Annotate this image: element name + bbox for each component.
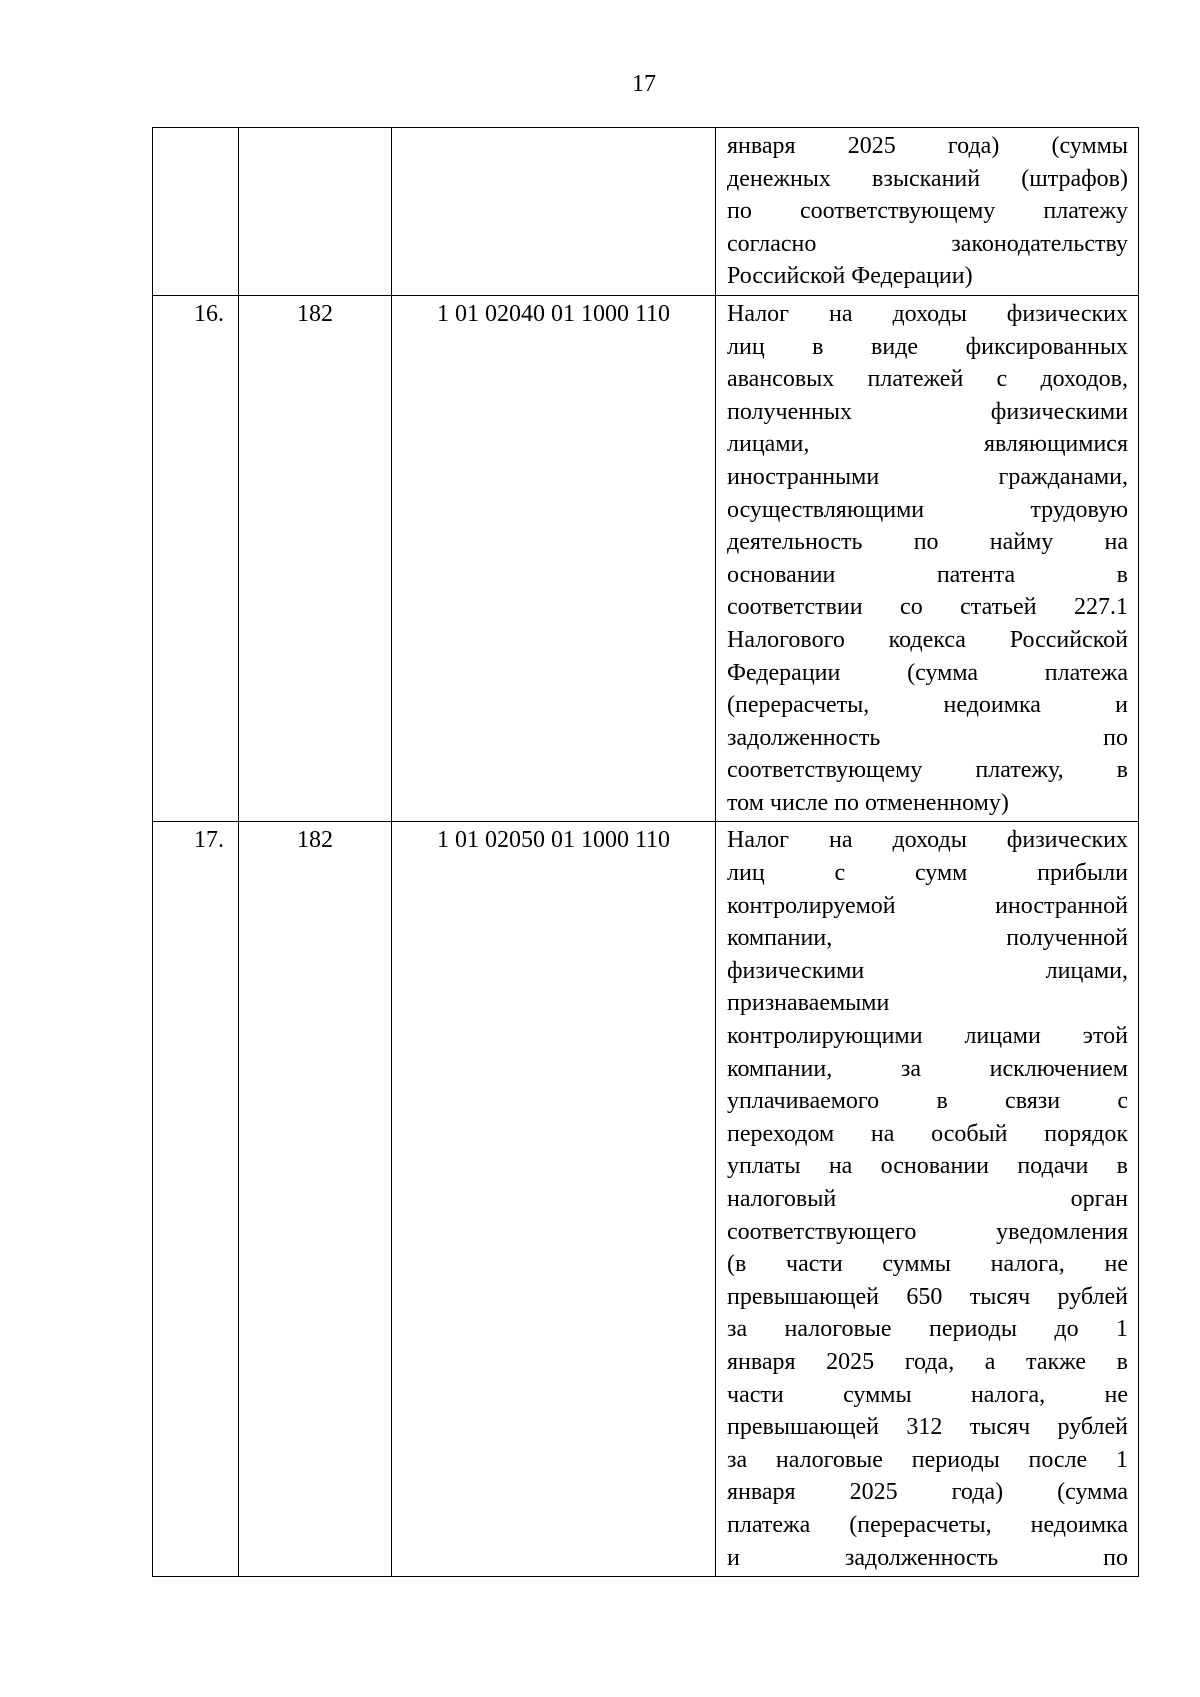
text-line: лицами, являющимися (727, 431, 1128, 458)
text-line: том числе по отмененному) (727, 789, 1009, 816)
table-row (153, 822, 1139, 1577)
text-line: переходом на особый порядок (727, 1120, 1128, 1147)
text-line: налоговый орган (727, 1186, 1128, 1212)
text-line: компании, полученной (727, 925, 1128, 952)
table-row (153, 128, 1139, 296)
text-line: задолженность по (727, 724, 1128, 751)
text-line: января 2025 года) (сумма (727, 1479, 1128, 1506)
text-line: по соответствующему платежу (727, 198, 1128, 225)
text-line: Налогового кодекса Российской (727, 626, 1128, 653)
text-line: части суммы налога, не (727, 1381, 1128, 1408)
text-line: платежа (перерасчеты, недоимка (727, 1511, 1128, 1538)
text-line: соответствующему платежу, в (727, 757, 1128, 784)
budget-classification-code-cell (392, 128, 716, 296)
text-line: денежных взысканий (штрафов) (727, 165, 1128, 192)
text-line: превышающей 312 тысяч рублей (727, 1414, 1128, 1441)
administrator-code-cell: 182 (239, 822, 392, 1577)
revenue-codes-table (152, 127, 1139, 1577)
row-number-cell: 17. (153, 822, 239, 1577)
text-line: лиц с сумм прибыли (727, 860, 1128, 887)
row-number-cell: 16. (153, 295, 239, 822)
text-line: лиц в виде фиксированных (727, 333, 1128, 360)
page-number: 17 (632, 71, 656, 97)
text-line: иностранными гражданами, (727, 463, 1128, 490)
table-row (153, 295, 1139, 822)
text-line: за налоговые периоды до 1 (727, 1316, 1128, 1343)
text-line: авансовых платежей с доходов, (727, 366, 1128, 393)
text-line: соответствующего уведомления (727, 1218, 1128, 1245)
text-line: (перерасчеты, недоимка и (727, 692, 1128, 719)
text-line: января 2025 года) (суммы (727, 133, 1128, 159)
text-line: Налог на доходы физических (727, 827, 1128, 854)
budget-classification-code-cell: 1 01 02040 01 1000 110 (392, 295, 716, 822)
text-line: контролируемой иностранной (727, 892, 1128, 919)
text-line: физическими лицами, (727, 957, 1128, 984)
text-line: полученных физическими (727, 398, 1128, 425)
text-line: соответствии со статьей 227.1 (727, 594, 1128, 621)
text-line: основании патента в (727, 561, 1128, 588)
text-line: уплачиваемого в связи с (727, 1088, 1128, 1115)
text-line: деятельность по найму на (727, 529, 1128, 556)
text-line: согласно законодательству (727, 230, 1128, 257)
row-number-cell (153, 128, 239, 296)
text-line: превышающей 650 тысяч рублей (727, 1283, 1128, 1310)
text-line: контролирующими лицами этой (727, 1023, 1128, 1050)
budget-classification-code-cell: 1 01 02050 01 1000 110 (392, 822, 716, 1577)
text-line: Налог на доходы физических (727, 300, 1128, 327)
administrator-code-cell (239, 128, 392, 296)
text-line: (в части суммы налога, не (727, 1251, 1128, 1278)
revenue-name-cell (716, 128, 1139, 296)
text-line: компании, за исключением (727, 1055, 1128, 1082)
text-line: Федерации (сумма платежа (727, 659, 1128, 686)
text-line: признаваемыми (727, 990, 890, 1017)
text-line: за налоговые периоды после 1 (727, 1446, 1128, 1473)
text-line: и задолженность по (727, 1544, 1128, 1571)
administrator-code-cell: 182 (239, 295, 392, 822)
text-line: осуществляющими трудовую (727, 496, 1128, 523)
text-line: Российской Федерации) (727, 263, 973, 290)
text-line: января 2025 года, а также в (727, 1348, 1128, 1375)
revenue-name-cell (716, 295, 1139, 822)
revenue-name-cell (716, 822, 1139, 1577)
text-line: уплаты на основании подачи в (727, 1153, 1128, 1180)
table-body (153, 128, 1139, 1577)
